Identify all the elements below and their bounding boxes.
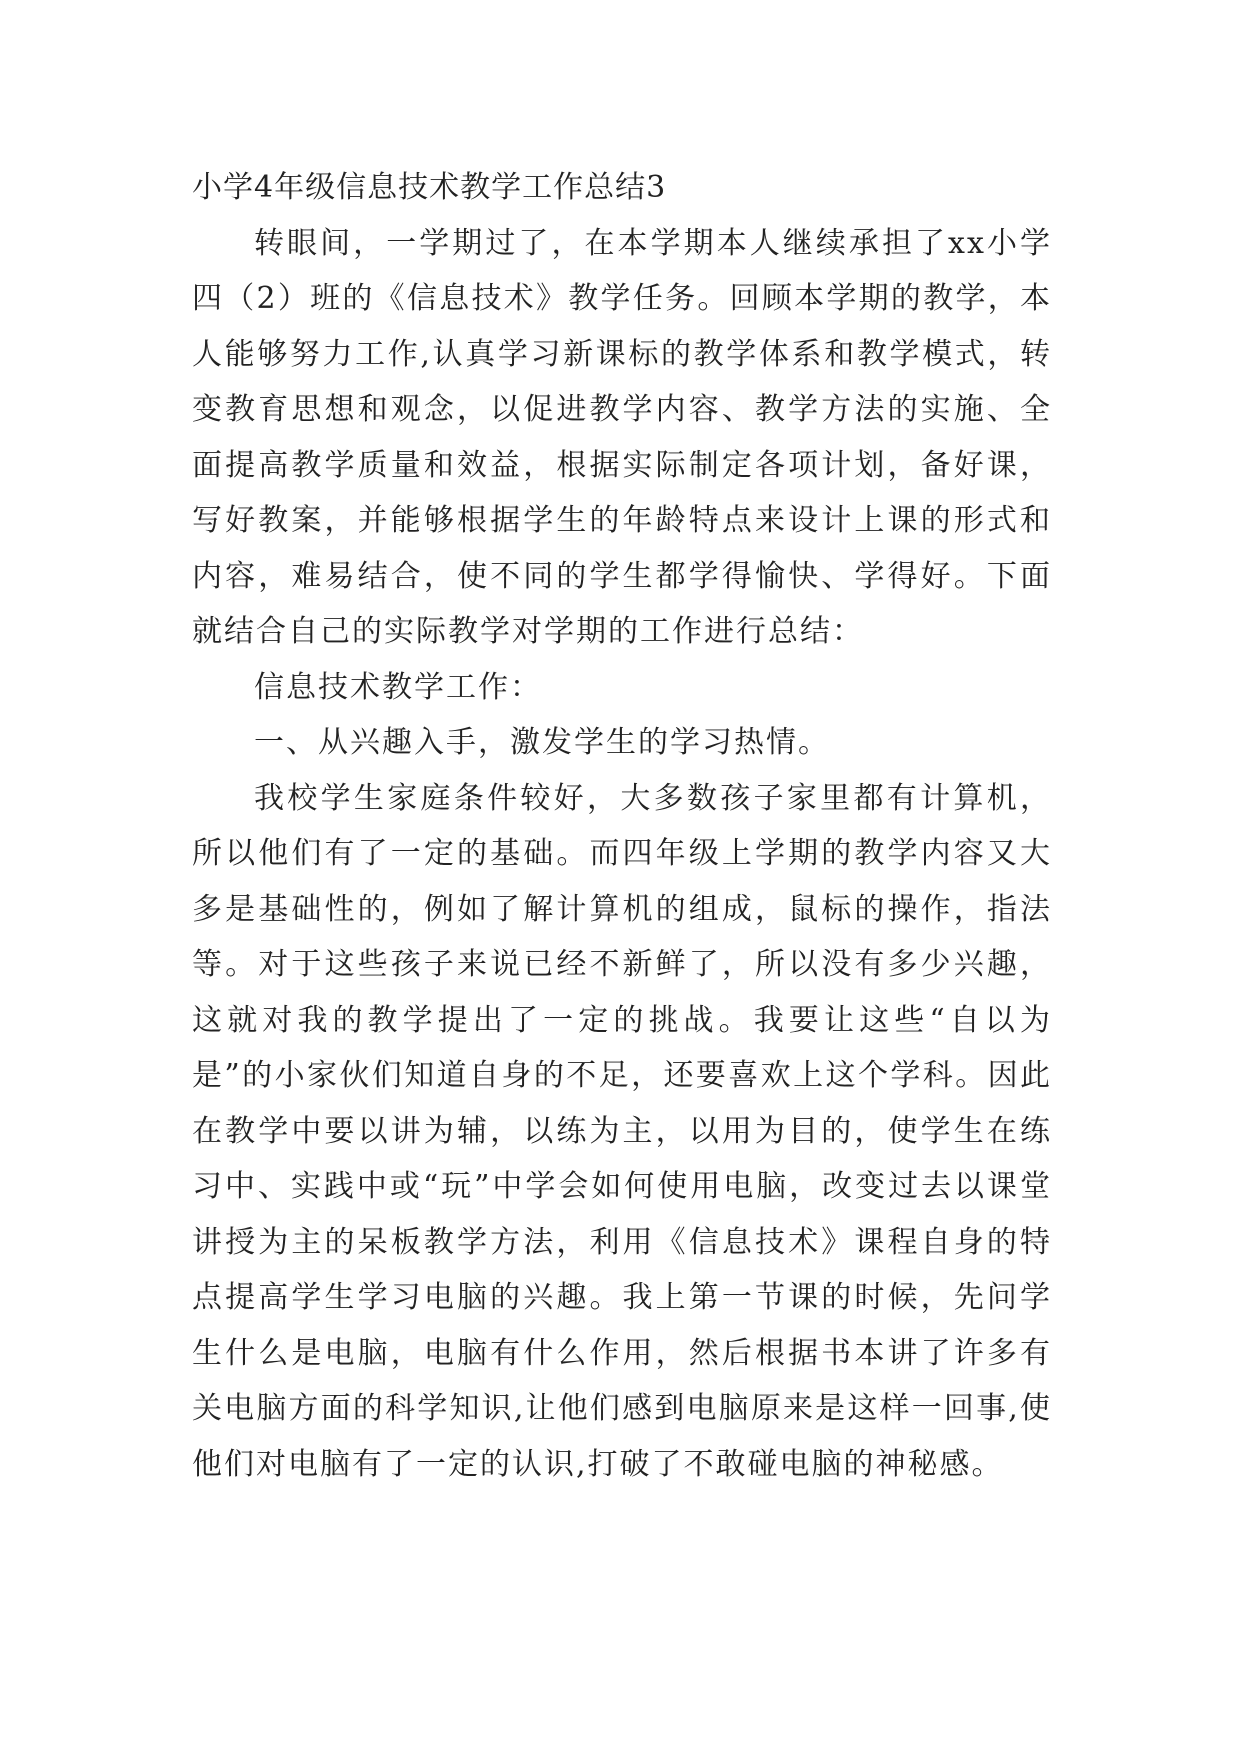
- subsection-heading: 一、从兴趣入手，激发学生的学习热情。: [254, 725, 830, 760]
- document-body: [192, 160, 1052, 1492]
- intro-paragraph: 转眼间，一学期过了，在本学期本人继续承担了xx小学四（2）班的《信息技术》教学任务。回顾本学期的教学，本人能够努力工作,认真学习新课标的教学体系和教学模式，转变教育思想和观念，以促进教学内容、教学方法的实施、全面提高教学质量和效益，根据实际制定各项计划，备好课，写好教案，并能够根据学生的年龄特点来设计上课的形式和内容，难易结合，使不同的学生都学得愉快、学得好。下面就结合自己的实际教学对学期的工作进行总结：: [192, 225, 1052, 649]
- section-heading: 信息技术教学工作：: [254, 669, 542, 705]
- document-title: 小学4年级信息技术教学工作总结3: [192, 170, 667, 205]
- body-paragraph: 我校学生家庭条件较好，大多数孩子家里都有计算机，所以他们有了一定的基础。而四年级上学期的教学内容又大多是基础性的，例如了解计算机的组成，鼠标的操作，指法等。对于这些孩子来说已经不新鲜了，所以没有多少兴趣，这就对我的教学提出了一定的挑战。我要让这些“自以为是”的小家伙们知道自身的不足，还要喜欢上这个学科。因此在教学中要以讲为辅，以练为主，以用为目的，使学生在练习中、实践中或“玩”中学会如何使用电脑，改变过去以课堂讲授为主的呆板教学方法，利用《信息技术》课程自身的特点提高学生学习电脑的兴趣。我上第一节课的时候，先问学生什么是电脑，电脑有什么作用，然后根据书本讲了许多有关电脑方面的科学知识,让他们感到电脑原来是这样一回事,使他们对电脑有了一定的认识,打破了不敢碰电脑的神秘感。: [192, 780, 1052, 1482]
